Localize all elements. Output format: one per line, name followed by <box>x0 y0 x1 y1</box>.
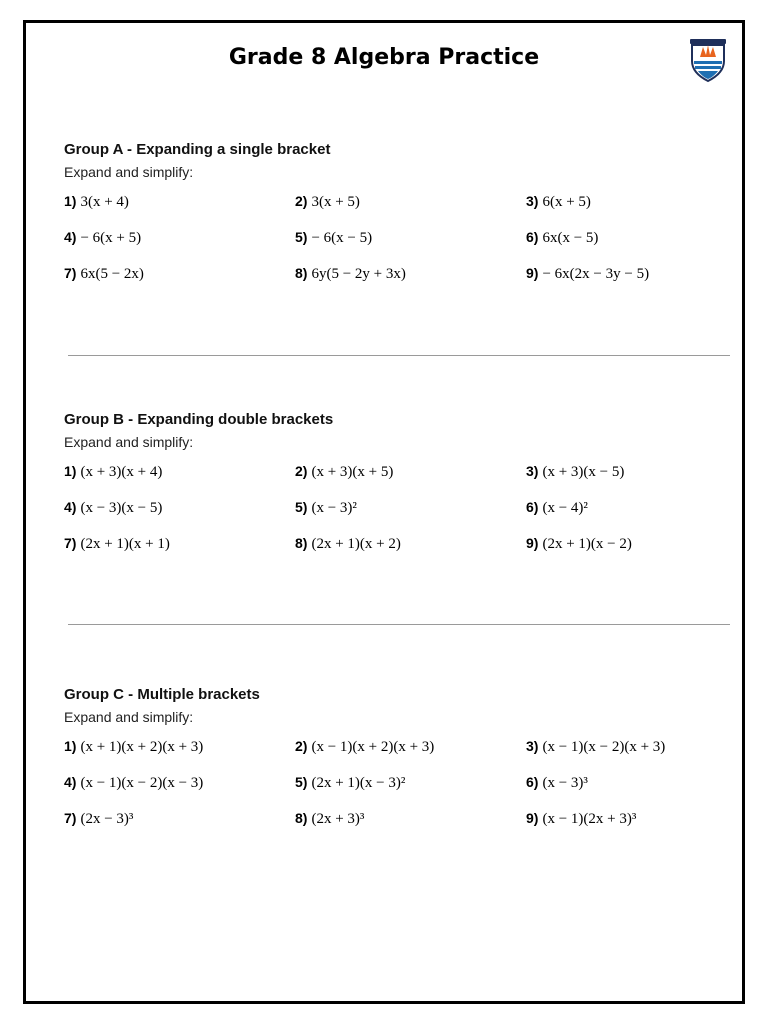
question-number: 4) <box>64 774 77 790</box>
question <box>64 495 295 531</box>
question-number: 3) <box>526 738 539 754</box>
question-expression: 6x(5 − 2x) <box>80 266 144 282</box>
group-a-heading: Group A - Expanding a single bracket <box>64 141 331 158</box>
question <box>64 261 295 297</box>
question-number: 2) <box>295 193 308 209</box>
question <box>526 531 724 567</box>
question-expression: (x + 3)(x − 5) <box>542 464 625 480</box>
question-expression: (x − 1)(x − 2)(x + 3) <box>542 739 666 755</box>
question-number: 4) <box>64 229 77 245</box>
question <box>64 459 295 495</box>
question-expression: (2x + 1)(x + 1) <box>80 536 170 552</box>
question-expression: (2x + 1)(x − 3)² <box>311 775 406 791</box>
question-number: 8) <box>295 535 308 551</box>
question-number: 3) <box>526 193 539 209</box>
question-expression: (2x + 1)(x + 2) <box>311 536 401 552</box>
question-expression: − 6(x − 5) <box>311 230 373 246</box>
question-number: 8) <box>295 265 308 281</box>
question-expression: − 6x(2x − 3y − 5) <box>542 266 650 282</box>
group-c-section <box>64 684 724 842</box>
question-expression: (x − 3)³ <box>542 775 588 791</box>
question-expression: (x + 3)(x + 4) <box>80 464 163 480</box>
group-a-questions <box>64 189 724 297</box>
question-number: 6) <box>526 499 539 515</box>
question-number: 1) <box>64 193 77 209</box>
question-expression: (2x + 1)(x − 2) <box>542 536 632 552</box>
question-expression: 6x(x − 5) <box>542 230 599 246</box>
question-expression: (x − 3)(x − 5) <box>80 500 163 516</box>
question <box>526 734 724 770</box>
question-expression: 6y(5 − 2y + 3x) <box>311 266 406 282</box>
question <box>526 189 724 225</box>
question-number: 9) <box>526 535 539 551</box>
question-expression: 6(x + 5) <box>542 194 591 210</box>
question-expression: (x + 1)(x + 2)(x + 3) <box>80 739 204 755</box>
question-number: 7) <box>64 810 77 826</box>
group-c-instruction: Expand and simplify: <box>64 709 194 725</box>
school-crest-icon <box>684 35 732 83</box>
question <box>526 225 724 261</box>
question-expression: − 6(x + 5) <box>80 230 142 246</box>
question-expression: (x + 3)(x + 5) <box>311 464 394 480</box>
question-expression: (x − 1)(2x + 3)³ <box>542 811 637 827</box>
question-number: 5) <box>295 229 308 245</box>
group-b-section <box>64 409 724 567</box>
question-expression: (x − 1)(x − 2)(x − 3) <box>80 775 204 791</box>
question <box>64 189 295 225</box>
question <box>295 459 526 495</box>
question <box>526 770 724 806</box>
question <box>64 225 295 261</box>
question-expression: (x − 1)(x + 2)(x + 3) <box>311 739 435 755</box>
question-number: 1) <box>64 463 77 479</box>
question <box>295 806 526 842</box>
question-number: 9) <box>526 265 539 281</box>
question <box>526 459 724 495</box>
section-divider <box>68 355 730 356</box>
question-expression: (2x − 3)³ <box>80 811 134 827</box>
question-expression: 3(x + 4) <box>80 194 129 210</box>
question-number: 6) <box>526 774 539 790</box>
question <box>526 495 724 531</box>
question <box>295 495 526 531</box>
question-number: 2) <box>295 738 308 754</box>
question-expression: 3(x + 5) <box>311 194 360 210</box>
question-number: 4) <box>64 499 77 515</box>
question-expression: (x − 3)² <box>311 500 357 516</box>
question-expression: (x − 4)² <box>542 500 588 516</box>
question <box>64 734 295 770</box>
section-divider <box>68 624 730 625</box>
question <box>295 734 526 770</box>
question <box>295 261 526 297</box>
question <box>64 531 295 567</box>
question-number: 3) <box>526 463 539 479</box>
question-number: 5) <box>295 499 308 515</box>
question <box>526 806 724 842</box>
question-number: 6) <box>526 229 539 245</box>
question-number: 7) <box>64 265 77 281</box>
question <box>295 770 526 806</box>
question-number: 2) <box>295 463 308 479</box>
question-number: 9) <box>526 810 539 826</box>
group-c-heading: Group C - Multiple brackets <box>64 686 260 703</box>
page-title: Grade 8 Algebra Practice <box>228 45 540 70</box>
question <box>295 225 526 261</box>
group-c-questions <box>64 734 724 842</box>
question-expression: (2x + 3)³ <box>311 811 365 827</box>
group-b-questions <box>64 459 724 567</box>
group-b-instruction: Expand and simplify: <box>64 434 194 450</box>
worksheet-page <box>23 20 745 1004</box>
group-b-heading: Group B - Expanding double brackets <box>64 411 334 428</box>
question <box>295 531 526 567</box>
question <box>64 806 295 842</box>
question-number: 1) <box>64 738 77 754</box>
question-number: 7) <box>64 535 77 551</box>
question-number: 8) <box>295 810 308 826</box>
question <box>64 770 295 806</box>
question <box>295 189 526 225</box>
group-a-instruction: Expand and simplify: <box>64 164 194 180</box>
question <box>526 261 724 297</box>
group-a-section <box>64 139 724 297</box>
question-number: 5) <box>295 774 308 790</box>
